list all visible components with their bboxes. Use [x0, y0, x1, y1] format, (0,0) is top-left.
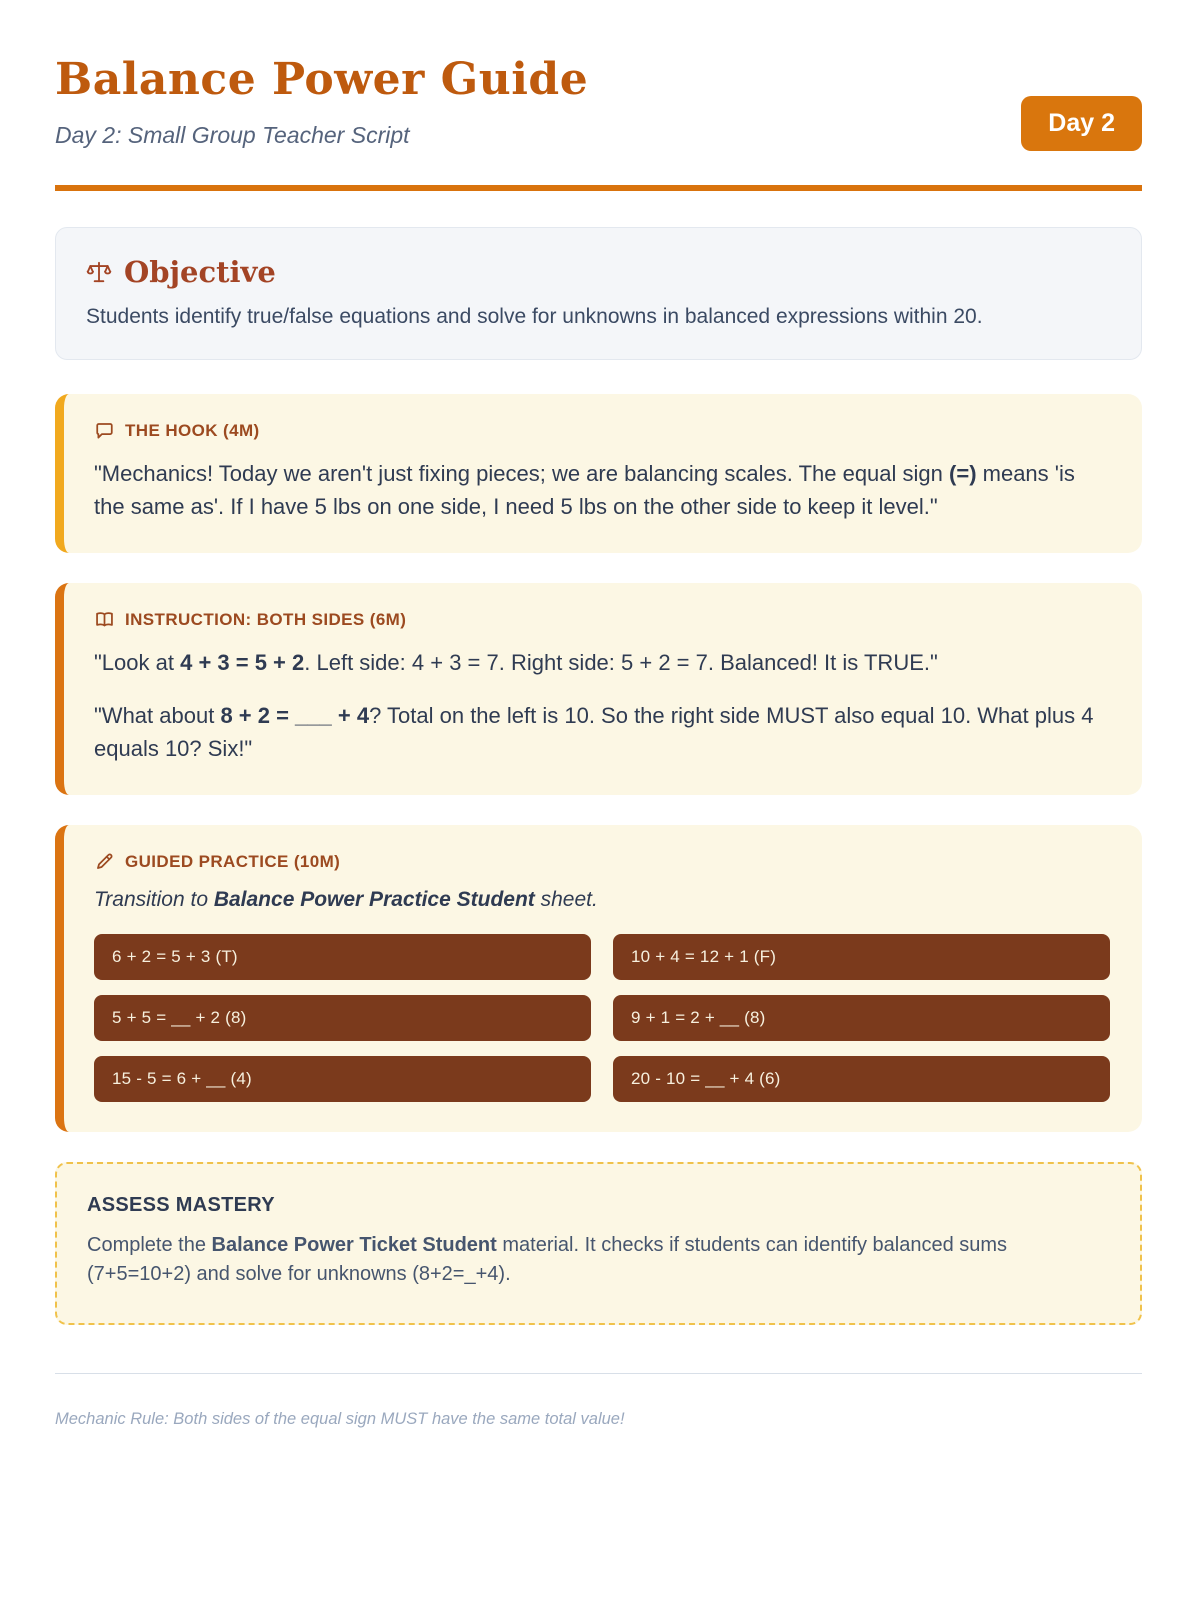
guided-practice-intro: Transition to Balance Power Practice Student sheet.	[94, 888, 598, 911]
instruction-card	[55, 583, 1142, 795]
objective-heading	[86, 255, 1111, 289]
footer-note: Mechanic Rule: Both sides of the equal sign MUST have the same total value!	[55, 1410, 625, 1428]
practice-problem: 9 + 1 = 2 + __ (8)	[613, 995, 1110, 1041]
practice-problem: 20 - 10 = __ + 4 (6)	[613, 1056, 1110, 1102]
objective-card	[55, 227, 1142, 360]
instruction-paragraph-2: "What about 8 + 2 = ___ + 4? Total on the left is 10. So the right side MUST also equal 10. What plus 4 equals 10? Six!"	[94, 703, 1094, 761]
objective-text: Students identify true/false equations and solve for unknowns in balanced expressions within 20.	[86, 305, 983, 328]
guided-practice-card	[55, 825, 1142, 1132]
footer-divider	[55, 1373, 1142, 1374]
instruction-label: INSTRUCTION: BOTH SIDES (6M)	[125, 609, 407, 629]
pencil-icon	[94, 851, 115, 872]
hook-card	[55, 394, 1142, 553]
hook-paragraph: "Mechanics! Today we aren't just fixing pieces; we are balancing scales. The equal sign (=) means 'is the same as'. If I have 5 lbs on one side, I need 5 lbs on the other side to keep it level."	[94, 461, 1075, 519]
guided-practice-heading	[94, 851, 1110, 872]
hook-heading	[94, 420, 1110, 441]
objective-label: Objective	[124, 255, 276, 289]
speech-bubble-icon	[94, 420, 115, 441]
assess-mastery-label: ASSESS MASTERY	[87, 1194, 275, 1216]
open-book-icon	[94, 609, 115, 630]
hook-label: THE HOOK (4M)	[125, 420, 260, 440]
instruction-heading	[94, 609, 1110, 630]
page-title: Balance Power Guide	[55, 54, 589, 105]
practice-problem: 15 - 5 = 6 + __ (4)	[94, 1056, 591, 1102]
practice-problem: 5 + 5 = __ + 2 (8)	[94, 995, 591, 1041]
header-text-block	[55, 56, 588, 149]
header	[55, 56, 1142, 151]
practice-problem: 6 + 2 = 5 + 3 (T)	[94, 934, 591, 980]
header-divider	[55, 185, 1142, 191]
practice-problem-grid	[94, 934, 1110, 1102]
assess-mastery-card	[55, 1162, 1142, 1325]
page-subtitle: Day 2: Small Group Teacher Script	[55, 122, 410, 149]
balance-scale-icon	[86, 259, 112, 285]
practice-problem: 10 + 4 = 12 + 1 (F)	[613, 934, 1110, 980]
assess-mastery-text: Complete the Balance Power Ticket Student material. It checks if students can identify balanced sums (7+5=10+2) and solve for unknowns (8+2=_+4).	[87, 1234, 1008, 1285]
instruction-paragraph-1: "Look at 4 + 3 = 5 + 2. Left side: 4 + 3 = 7. Right side: 5 + 2 = 7. Balanced! It is TRUE."	[94, 650, 938, 675]
day-badge: Day 2	[1021, 96, 1142, 151]
guided-practice-label: GUIDED PRACTICE (10M)	[125, 851, 341, 871]
